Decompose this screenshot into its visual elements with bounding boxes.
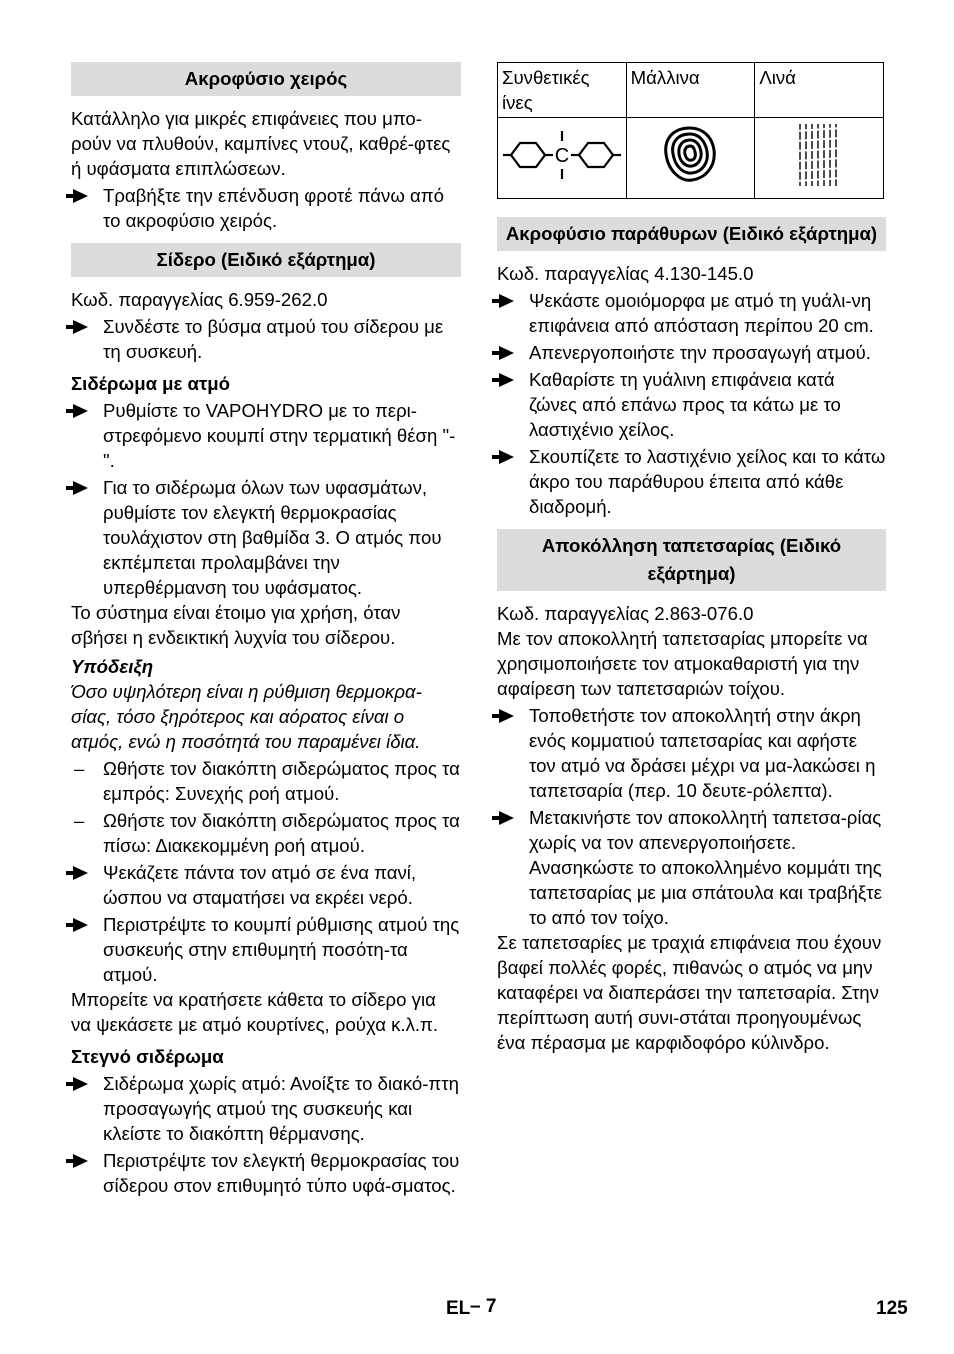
footer-section-number: – 7: [470, 1296, 497, 1317]
paragraph: Μπορείτε να κρατήσετε κάθετα το σίδερο για να ψεκάσετε με ατμό κουρτίνες, ρούχα κ.λ.π.: [71, 989, 439, 1035]
paragraph: Με τον αποκολλητή ταπετσαρίας μπορείτε να χρησιμοποιήσετε τον ατμοκαθαριστή για την αφαίρεση των ταπετσαριών τοίχου.: [497, 628, 868, 699]
order-code: Κωδ. παραγγελίας 2.863-076.0: [497, 603, 754, 624]
instruction-item: Σιδέρωμα χωρίς ατμό: Ανοίξτε το διακό-πτη προσαγωγής ατμού της συσκευής και κλείστε το διακόπτη θέρμανσης.: [71, 1071, 461, 1146]
fabric-header: Συνθετικές ίνες: [498, 63, 627, 118]
instruction-item: Ψεκάζετε πάντα τον ατμό σε ένα πανί, ώσπου να σταματήσει να εκρέει νερό.: [71, 860, 461, 910]
instruction-item: Μετακινήστε τον αποκολλητή ταπετσα-ρίας χωρίς να τον απενεργοποιήσετε. Ανασηκώστε το αποκολλημένο κομμάτι της ταπετσαρίας με μια σπάτουλα και τραβήξτε το από τον τοίχο.: [497, 805, 886, 930]
footer-language: EL: [446, 1298, 471, 1319]
paragraph: Σε ταπετσαρίες με τραχιά επιφάνεια που έχουν βαφεί πολλές φορές, πιθανώς ο ατμός να μην καταφέρει να διαπεράσει την ταπετσαρία. Στην περίπτωση αυτή συνι-στάται προηγουμένως ένα πέρασμα με καρφιδοφόρο κύλινδρο.: [497, 932, 882, 1053]
arrow-icon: [73, 398, 97, 424]
arrow-icon: [499, 805, 523, 831]
section-heading-iron: Σίδερο (Ειδικό εξάρτημα): [71, 243, 461, 277]
dash-item: – Ωθήστε τον διακόπτη σιδερώματος προς τα πίσω: Διακεκομμένη ροή ατμού.: [74, 810, 460, 856]
arrow-icon: [73, 475, 97, 501]
instruction-item: Συνδέστε το βύσμα ατμού του σίδερου με τη συσκευή.: [71, 314, 461, 364]
note-text: Όσο υψηλότερη είναι η ρύθμιση θερμοκρα-σίας, τόσο ξηρότερος και αόρατος είναι ο ατμός, ενώ η ποσότητά του παραμένει ίδια.: [71, 681, 422, 752]
svg-text:C: C: [554, 145, 570, 167]
subheading-steam-ironing: Σιδέρωμα με ατμό: [71, 373, 231, 394]
order-code: Κωδ. παραγγελίας 4.130-145.0: [497, 263, 754, 284]
dash-marker: –: [74, 758, 85, 779]
instruction-item: Περιστρέψτε το κουμπί ρύθμισης ατμού της συσκευής στην επιθυμητή ποσότη-τα ατμού.: [71, 912, 461, 987]
section-heading-wallpaper-stripper: Αποκόλληση ταπετσαρίας (Ειδικό εξάρτημα): [497, 529, 886, 591]
instruction-item: Απενεργοποιήστε την προσαγωγή ατμού.: [497, 340, 886, 365]
arrow-icon: [499, 288, 523, 314]
left-column: [71, 62, 461, 1198]
arrow-icon: [499, 703, 523, 729]
arrow-icon: [73, 860, 97, 886]
instruction-item: Σκουπίζετε το λαστιχένιο χείλος και το κάτω άκρο του παράθυρου έπειτα από κάθε διαδρομή.: [497, 444, 886, 519]
arrow-icon: [73, 314, 97, 340]
dash-item: – Ωθήστε τον διακόπτη σιδερώματος προς τα εμπρός: Συνεχής ροή ατμού.: [74, 758, 460, 804]
instruction-item: Τοποθετήστε τον αποκολλητή στην άκρη ενός κομματιού ταπετσαρίας και αφήστε τον ατμό να δράσει μέχρι να μα-λακώσει η ταπετσαρία (περ. 10 δευτε-ρόλεπτα).: [497, 703, 886, 803]
dash-marker: –: [74, 810, 85, 831]
arrow-icon: [499, 367, 523, 393]
arrow-icon: [73, 1148, 97, 1174]
paragraph: Κατάλληλο για μικρές επιφάνειες που μπο-ρούν να πλυθούν, καμπίνες ντουζ, καθρέ-φτες ή υφάσματα επιπλώσεων.: [71, 108, 451, 179]
synthetic-fiber-icon: [498, 118, 627, 199]
instruction-item: Τραβήξτε την επένδυση φροτέ πάνω από το ακροφύσιο χειρός.: [71, 183, 461, 233]
subheading-dry-ironing: Στεγνό σιδέρωμα: [71, 1046, 224, 1067]
section-heading-window-nozzle: Ακροφύσιο παράθυρων (Ειδικό εξάρτημα): [497, 217, 886, 251]
linen-icon: [755, 118, 884, 199]
paragraph: Το σύστημα είναι έτοιμο για χρήση, όταν σβήσει η ενδεικτική λυχνία του σίδερου.: [71, 602, 401, 648]
instruction-item: Ψεκάστε ομοιόμορφα με ατμό τη γυάλι-νη επιφάνεια από απόσταση περίπου 20 cm.: [497, 288, 886, 338]
instruction-item: Για το σιδέρωμα όλων των υφασμάτων, ρυθμίστε τον ελεγκτή θερμοκρασίας τουλάχιστον στη βαθμίδα 3. Ο ατμός που εκπέμπεται προλαμβάνει την υπερθέρμανση του υφάσματος.: [71, 475, 461, 600]
wool-icon: [626, 118, 755, 199]
fabric-header: Λινά: [755, 63, 884, 118]
fabric-table: [497, 62, 884, 199]
arrow-icon: [499, 340, 523, 366]
right-column: [497, 62, 886, 1055]
fabric-header: Μάλλινα: [626, 63, 755, 118]
page-number: 125: [876, 1298, 908, 1319]
section-heading-hand-nozzle: Ακροφύσιο χειρός: [71, 62, 461, 96]
arrow-icon: [499, 444, 523, 470]
instruction-item: Περιστρέψτε τον ελεγκτή θερμοκρασίας του σίδερου στον επιθυμητό τύπο υφά-σματος.: [71, 1148, 461, 1198]
instruction-item: Καθαρίστε τη γυάλινη επιφάνεια κατά ζώνες από επάνω προς τα κάτω με το λαστιχένιο χείλος.: [497, 367, 886, 442]
order-code: Κωδ. παραγγελίας 6.959-262.0: [71, 289, 328, 310]
note-title: Υπόδειξη: [71, 656, 154, 677]
arrow-icon: [73, 912, 97, 938]
arrow-icon: [73, 1071, 97, 1097]
arrow-icon: [73, 183, 97, 209]
instruction-item: Ρυθμίστε το VAPOHYDRO με το περι-στρεφόμενο κουμπί στην τερματική θέση "-".: [71, 398, 461, 473]
